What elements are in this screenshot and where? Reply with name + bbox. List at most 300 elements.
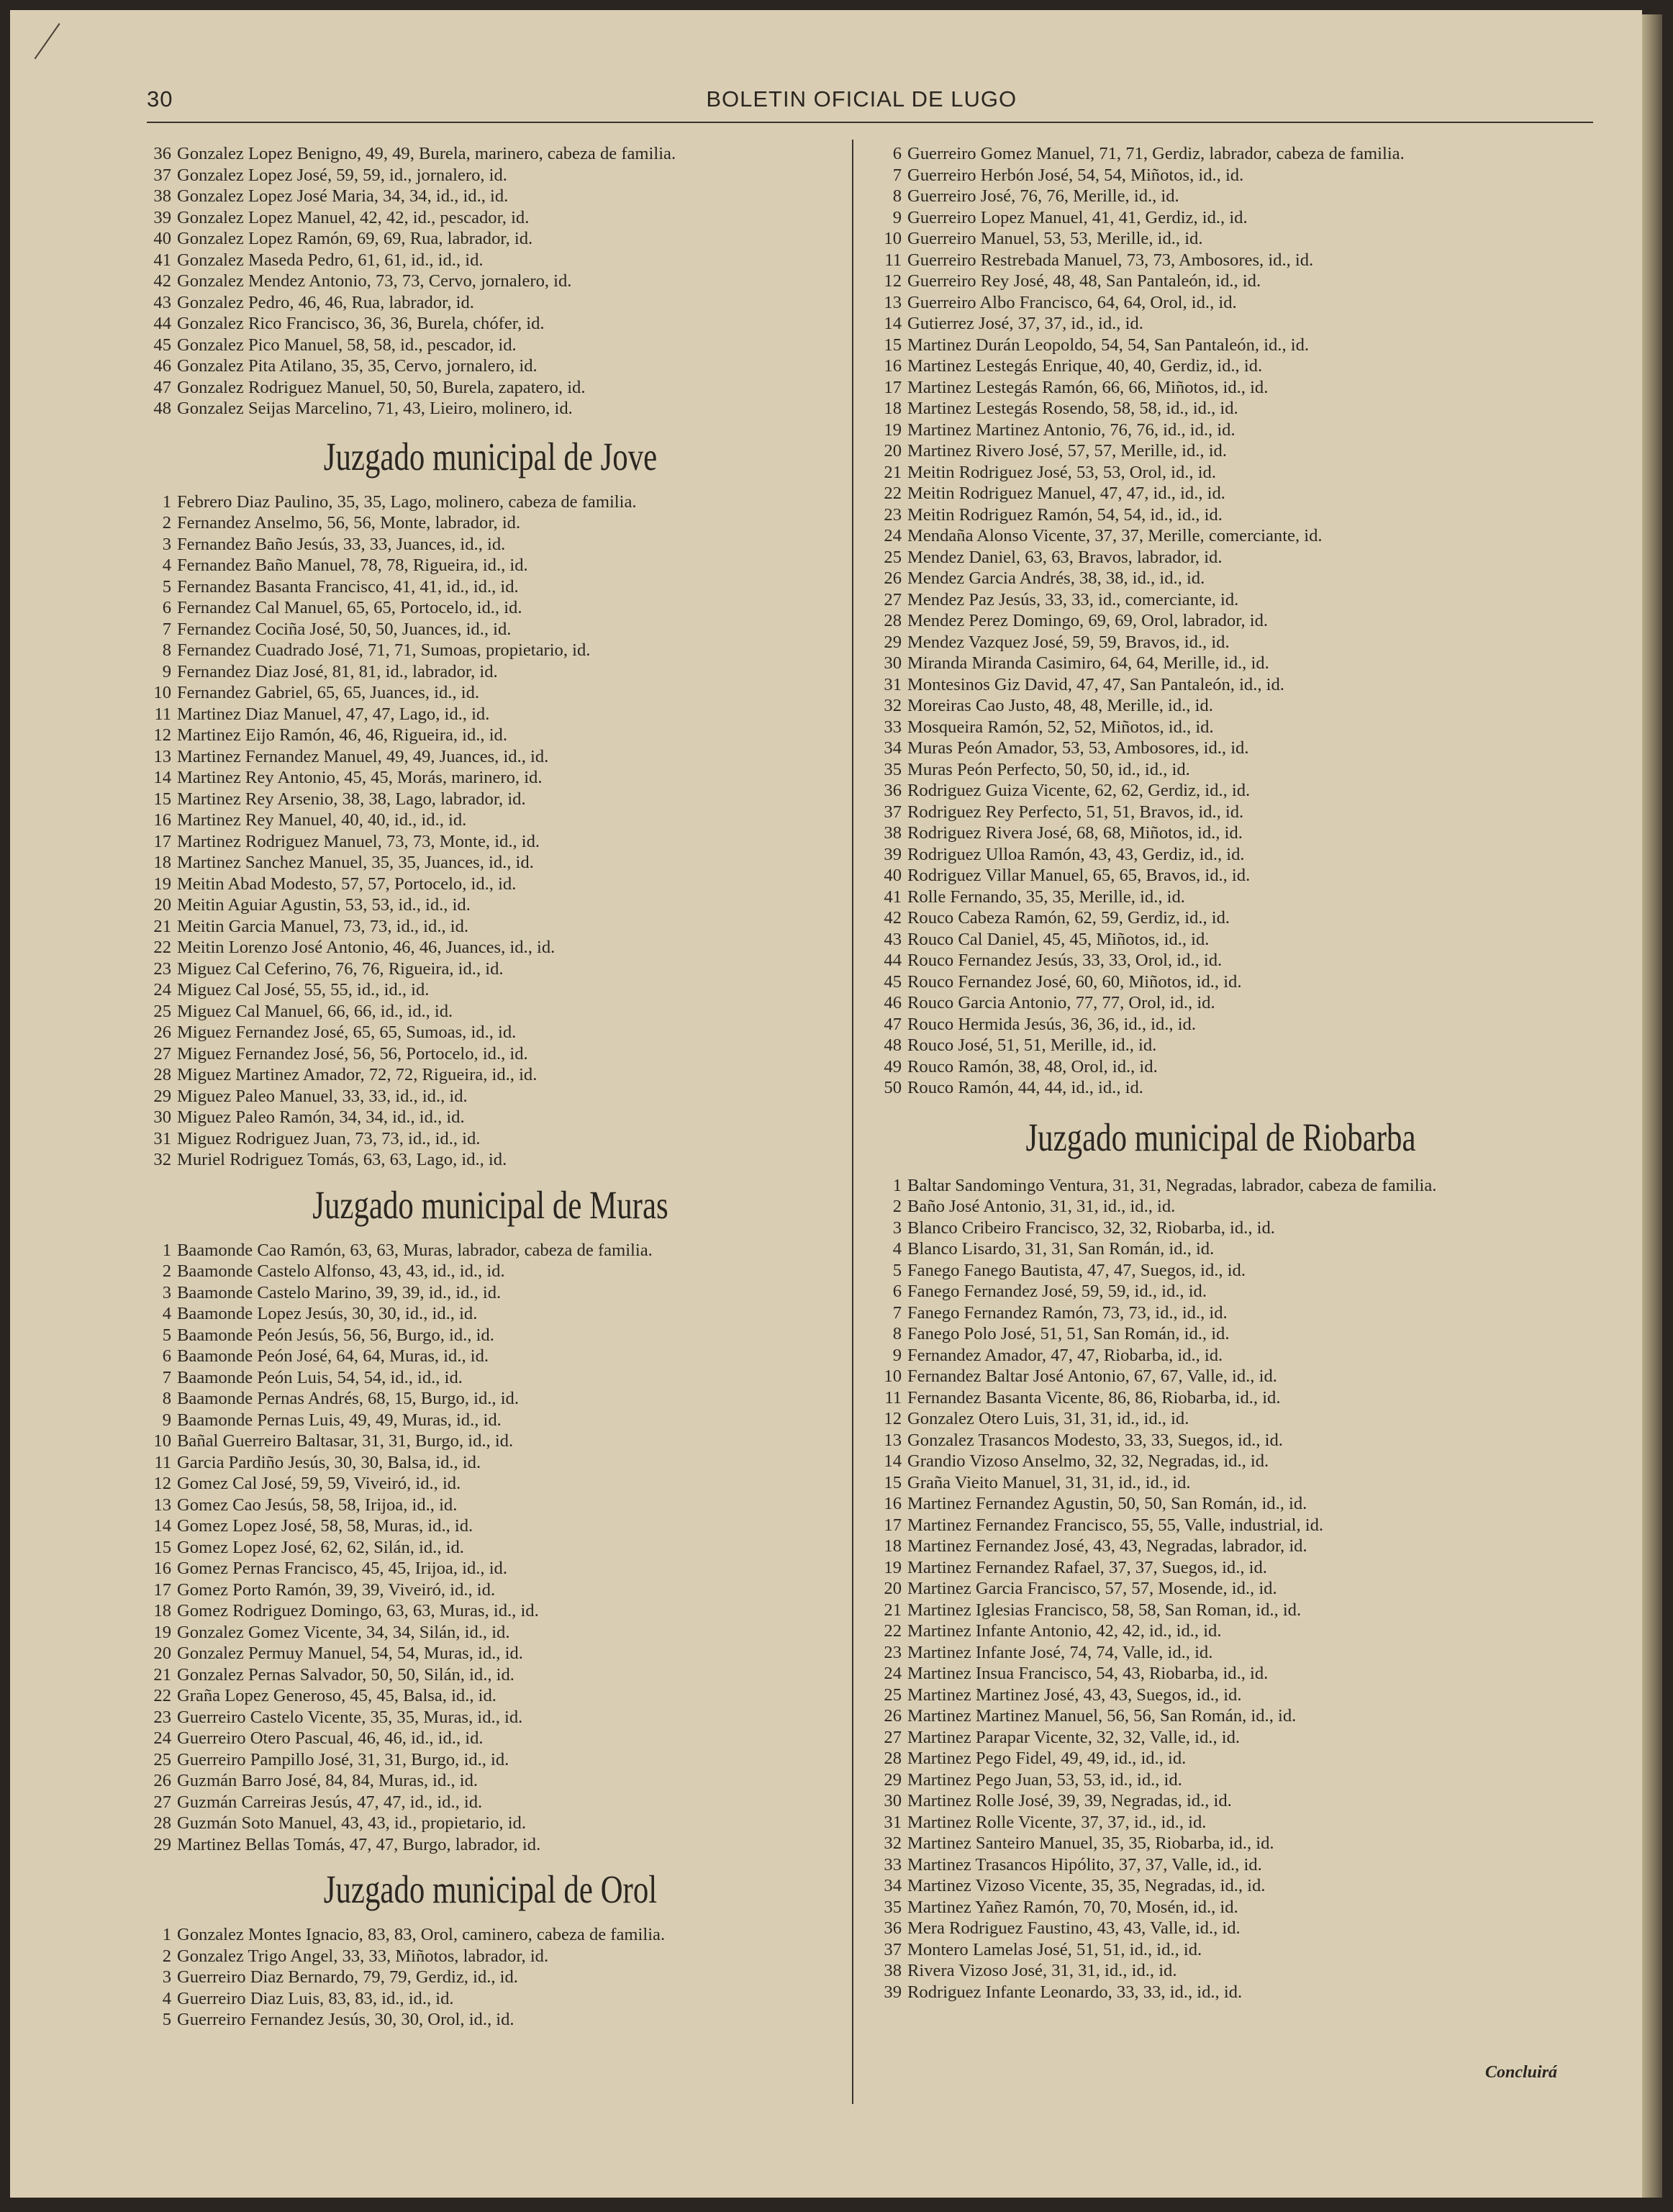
entry-text: Rouco Ramón, 44, 44, id., id., id. (907, 1078, 1143, 1097)
entry-text: Meitin Rodriguez José, 53, 53, Orol, id., id. (907, 462, 1216, 482)
entry-text: Rouco Ramón, 38, 48, Orol, id., id. (907, 1056, 1158, 1076)
entry-number: 26 (153, 1023, 171, 1042)
list-entry (147, 640, 834, 661)
list-entry (147, 165, 834, 186)
entry-text: Rodriguez Guiza Vicente, 62, 62, Gerdiz, id., id. (907, 781, 1251, 800)
entry-number: 46 (884, 993, 902, 1012)
list-entry (877, 1281, 1564, 1302)
list-entry (147, 355, 834, 377)
entry-text: Gonzalez Lopez Ramón, 69, 69, Rua, labrador, id. (177, 229, 533, 248)
entry-text: Fernandez Cal Manuel, 65, 65, Portocelo, id., id. (177, 598, 522, 617)
list-entry (147, 250, 834, 271)
list-entry (147, 1022, 834, 1043)
entry-text: Meitin Garcia Manuel, 73, 73, id., id., id. (177, 916, 469, 936)
entry-number: 39 (884, 1982, 902, 2002)
entry-number: 31 (884, 1812, 902, 1832)
entry-number: 10 (153, 1431, 171, 1451)
entry-text: Guerreiro Diaz Bernardo, 79, 79, Gerdiz, id., id. (177, 1967, 518, 1987)
entry-text: Fernandez Cociña José, 50, 50, Juances, id., id. (177, 619, 512, 639)
list-entry (147, 1924, 834, 1946)
entry-number: 16 (884, 1494, 902, 1513)
entry-text: Martinez Iglesias Francisco, 58, 58, San Roman, id., id. (907, 1600, 1302, 1620)
entry-text: Mera Rodriguez Faustino, 43, 43, Valle, id., id. (907, 1918, 1241, 1938)
entry-text: Rouco Fernandez Jesús, 33, 33, Orol, id., id. (907, 951, 1223, 970)
list-entry (877, 1387, 1564, 1409)
heading-jove: Juzgado municipal de Jove (323, 434, 658, 479)
list-entry (147, 491, 834, 513)
list-entry (147, 313, 834, 335)
entry-number: 28 (884, 1749, 902, 1768)
list-entry (147, 1410, 834, 1431)
list-entry (877, 525, 1564, 547)
list-entry (877, 1875, 1564, 1897)
page-edge-shadow (1642, 14, 1662, 2198)
list-entry (877, 440, 1564, 462)
entry-number: 11 (884, 250, 902, 270)
entry-number: 32 (884, 1833, 902, 1853)
entry-text: Baamonde Pernas Andrés, 68, 15, Burgo, id., id. (177, 1389, 519, 1408)
entry-number: 19 (153, 874, 171, 894)
entry-number: 16 (153, 1559, 171, 1578)
entry-number: 35 (884, 1897, 902, 1917)
list-entry (877, 1366, 1564, 1387)
entry-number: 36 (153, 144, 171, 163)
list-entry (147, 1749, 834, 1771)
entry-text: Mendez Perez Domingo, 69, 69, Orol, labrador, id. (907, 611, 1269, 630)
entry-text: Garcia Pardiño Jesús, 30, 30, Balsa, id., id. (177, 1452, 481, 1472)
entry-number: 17 (884, 377, 902, 397)
list-entry (877, 1493, 1564, 1515)
entry-number: 42 (153, 271, 171, 291)
entry-text: Meitin Rodriguez Ramón, 54, 54, id., id., id. (907, 504, 1223, 525)
entry-text: Blanco Cribeiro Francisco, 32, 32, Riobarba, id., id. (907, 1218, 1275, 1238)
entry-number: 12 (153, 1474, 171, 1493)
entry-number: 22 (153, 1686, 171, 1705)
entry-text: Gonzalez Gomez Vicente, 34, 34, Silán, id., id. (177, 1622, 510, 1642)
entry-number: 3 (162, 1967, 171, 1987)
entry-number: 3 (892, 1218, 902, 1238)
entry-number: 29 (153, 1086, 171, 1106)
entry-text: Martinez Infante José, 74, 74, Valle, id., id. (907, 1642, 1213, 1662)
list-entry (147, 1346, 834, 1367)
entry-number: 9 (162, 661, 171, 681)
entry-number: 38 (153, 186, 171, 206)
entry-number: 7 (162, 619, 171, 639)
list-entry (147, 377, 834, 399)
entry-text: Rodriguez Infante Leonardo, 33, 33, id., id., id. (907, 1982, 1243, 2002)
entry-number: 21 (153, 1664, 171, 1685)
entry-number: 19 (884, 420, 902, 440)
entry-number: 15 (884, 1472, 902, 1492)
entry-text: Rouco Cal Daniel, 45, 45, Miñotos, id., id. (907, 929, 1210, 949)
list-entry (147, 1988, 834, 2010)
entry-number: 39 (884, 844, 902, 864)
list-entry (877, 653, 1564, 674)
list-entry (147, 1282, 834, 1304)
entry-text: Martinez Lestegás Rosendo, 58, 58, id., id., id. (907, 399, 1238, 418)
entry-text: Guerreiro Manuel, 53, 53, Merille, id., id. (907, 229, 1203, 248)
list-entry (877, 1685, 1564, 1706)
list-entry (147, 1515, 834, 1537)
entry-number: 13 (884, 292, 902, 312)
list-entry (147, 661, 834, 683)
entry-text: Moreiras Cao Justo, 48, 48, Merille, id., id. (907, 696, 1213, 715)
entry-text: Gonzalez Lopez José Maria, 34, 34, id., id., id. (177, 186, 509, 206)
entry-number: 37 (884, 802, 902, 822)
entry-text: Muriel Rodriguez Tomás, 63, 63, Lago, id., id. (177, 1150, 507, 1169)
entry-text: Mendez Garcia Andrés, 38, 38, id., id., id. (907, 568, 1205, 588)
entry-text: Martinez Rodriguez Manuel, 73, 73, Monte, id., id. (177, 831, 540, 851)
entry-text: Meitin Lorenzo José Antonio, 46, 46, Juances, id., id. (177, 938, 556, 957)
list-entry (877, 377, 1564, 399)
entry-text: Rodriguez Villar Manuel, 65, 65, Bravos, id., id. (907, 866, 1251, 885)
list-entry (877, 462, 1564, 484)
list-entry (877, 780, 1564, 802)
entry-text: Martinez Rey Manuel, 40, 40, id., id., id. (177, 810, 467, 830)
list-entry (877, 1769, 1564, 1791)
list-entry (877, 1918, 1564, 1939)
entry-text: Guerreiro Lopez Manuel, 41, 41, Gerdiz, id., id. (907, 207, 1248, 227)
entry-number: 24 (884, 1664, 902, 1683)
entry-text: Gonzalez Pernas Salvador, 50, 50, Silán, id., id. (177, 1664, 514, 1685)
entry-text: Martinez Insua Francisco, 54, 43, Riobarba, id., id. (907, 1664, 1269, 1683)
list-entry (147, 271, 834, 292)
entry-text: Martinez Martinez Manuel, 56, 56, San Román, id., id. (907, 1706, 1297, 1726)
list-entry (147, 725, 834, 746)
entry-text: Muras Peón Amador, 53, 53, Ambosores, id., id. (907, 738, 1249, 758)
list-entry (147, 1813, 834, 1834)
entry-text: Rodriguez Ulloa Ramón, 43, 43, Gerdiz, id., id. (907, 844, 1245, 864)
entry-text: Gonzalez Trasancos Modesto, 33, 33, Suegos, id., id. (907, 1430, 1283, 1450)
list-entry (147, 1579, 834, 1601)
list-entry (147, 767, 834, 789)
entry-text: Martinez Rolle José, 39, 39, Negradas, id., id. (907, 1791, 1232, 1810)
entry-number: 2 (892, 1197, 902, 1216)
list-entry (877, 313, 1564, 335)
entry-number: 48 (153, 399, 171, 418)
entry-number: 26 (884, 568, 902, 588)
entry-text: Mendaña Alonso Vicente, 37, 37, Merille, comerciante, id. (907, 526, 1323, 545)
entry-text: Gonzalez Pedro, 46, 46, Rua, labrador, id. (177, 292, 474, 312)
entry-number: 29 (153, 1834, 171, 1854)
entry-number: 11 (884, 1387, 902, 1408)
entry-number: 14 (153, 1516, 171, 1536)
entry-number: 1 (892, 1175, 902, 1195)
header-rule (147, 122, 1593, 123)
list-entry (147, 1431, 834, 1452)
entry-number: 19 (153, 1622, 171, 1642)
entry-text: Fernandez Baño Jesús, 33, 33, Juances, id., id. (177, 534, 506, 554)
entry-number: 7 (892, 1302, 902, 1323)
entry-number: 3 (162, 534, 171, 554)
entry-number: 10 (884, 229, 902, 248)
entry-text: Martinez Durán Leopoldo, 54, 54, San Pantaleón, id., id. (907, 335, 1310, 355)
entry-text: Gonzalez Pita Atilano, 35, 35, Cervo, jornalero, id. (177, 356, 538, 376)
entry-text: Martinez Infante Antonio, 42, 42, id., id., id. (907, 1621, 1222, 1641)
entry-number: 9 (892, 1345, 902, 1365)
heading-orol: Juzgado municipal de Orol (323, 1867, 658, 1911)
list-entry (147, 1325, 834, 1346)
entry-number: 22 (153, 938, 171, 957)
list-entry (147, 831, 834, 853)
list-entry (877, 865, 1564, 887)
entry-text: Gonzalez Mendez Antonio, 73, 73, Cervo, jornalero, id. (177, 271, 572, 291)
entry-text: Guerreiro Diaz Luis, 83, 83, id., id., id. (177, 1988, 454, 2008)
entry-text: Muras Peón Perfecto, 50, 50, id., id., id. (907, 759, 1190, 779)
entry-number: 22 (884, 484, 902, 503)
entry-text: Martinez Rolle Vicente, 37, 37, id., id., id. (907, 1812, 1207, 1832)
list-entry (147, 1685, 834, 1707)
entry-number: 33 (884, 717, 902, 737)
entry-number: 24 (153, 1728, 171, 1748)
list-entry (877, 1897, 1564, 1918)
entry-number: 38 (884, 1961, 902, 1980)
list-entry (147, 1086, 834, 1107)
entry-number: 1 (162, 491, 171, 512)
entry-text: Martinez Rivero José, 57, 57, Merille, id., id. (907, 441, 1227, 461)
entry-number: 29 (884, 632, 902, 652)
entry-text: Martinez Santeiro Manuel, 35, 35, Riobarba, id., id. (907, 1833, 1274, 1853)
entry-text: Baamonde Pernas Luis, 49, 49, Muras, id., id. (177, 1410, 502, 1430)
list-entry (147, 1495, 834, 1516)
list-entry (877, 228, 1564, 250)
list-entry (877, 610, 1564, 632)
entry-number: 21 (153, 916, 171, 936)
entry-number: 38 (884, 823, 902, 843)
entry-number: 10 (884, 1366, 902, 1386)
entry-number: 6 (162, 598, 171, 617)
entry-number: 27 (153, 1792, 171, 1812)
entry-text: Mosqueira Ramón, 52, 52, Miñotos, id., id. (907, 717, 1214, 737)
list-entry (877, 398, 1564, 420)
list-entry (147, 1770, 834, 1792)
list-entry (147, 810, 834, 831)
entry-number: 17 (153, 1579, 171, 1600)
entry-text: Graña Vieito Manuel, 31, 31, id., id., id. (907, 1472, 1191, 1492)
list-entry (877, 1196, 1564, 1218)
entry-text: Gonzalez Permuy Manuel, 54, 54, Muras, id., id. (177, 1644, 523, 1663)
list-entry (877, 950, 1564, 971)
list-entry (877, 1663, 1564, 1685)
entry-number: 33 (884, 1854, 902, 1875)
entry-number: 23 (884, 1642, 902, 1662)
list-entry (877, 1960, 1564, 1982)
entry-text: Gomez Lopez José, 62, 62, Silán, id., id. (177, 1537, 464, 1557)
entry-text: Miguez Cal Ceferino, 76, 76, Rigueira, id., id. (177, 958, 504, 979)
list-entry (877, 271, 1564, 292)
list-entry (147, 1452, 834, 1474)
list-entry (877, 547, 1564, 568)
list-entry (147, 1303, 834, 1325)
entry-text: Martinez Fernandez José, 43, 43, Negradas, labrador, id. (907, 1536, 1307, 1556)
list-entry (147, 1043, 834, 1065)
entry-number: 39 (153, 207, 171, 227)
list-entry (877, 186, 1564, 207)
list-entry (147, 1967, 834, 1988)
entry-number: 35 (884, 759, 902, 779)
entry-number: 12 (884, 1409, 902, 1428)
list-entry (877, 1056, 1564, 1078)
list-entry (877, 674, 1564, 696)
column-divider (852, 140, 853, 2104)
entry-number: 17 (884, 1515, 902, 1535)
entry-text: Guzmán Barro José, 84, 84, Muras, id., id. (177, 1771, 479, 1790)
entry-text: Gonzalez Rico Francisco, 36, 36, Burela, chófer, id. (177, 314, 545, 333)
entry-number: 19 (884, 1557, 902, 1577)
list-entry (147, 894, 834, 916)
list-entry (147, 292, 834, 314)
list-entry (877, 1812, 1564, 1833)
entry-number: 20 (884, 1579, 902, 1598)
entry-number: 45 (153, 335, 171, 355)
entry-text: Rouco Hermida Jesús, 36, 36, id., id., id. (907, 1014, 1196, 1034)
entry-text: Martinez Pego Juan, 53, 53, id., id., id. (907, 1769, 1182, 1790)
entry-text: Guerreiro Albo Francisco, 64, 64, Orol, id., id. (907, 292, 1237, 312)
entry-number: 25 (884, 1685, 902, 1705)
entry-number: 24 (884, 526, 902, 545)
list-entry (877, 1705, 1564, 1727)
entry-number: 20 (884, 441, 902, 461)
entry-text: Fernandez Basanta Francisco, 41, 41, id., id., id. (177, 576, 519, 597)
entry-text: Meitin Rodriguez Manuel, 47, 47, id., id., id. (907, 484, 1225, 503)
entry-text: Mendez Paz Jesús, 33, 33, id., comerciante, id. (907, 589, 1239, 609)
entry-text: Montesinos Giz David, 47, 47, San Pantaleón, id., id. (907, 674, 1284, 694)
entry-number: 43 (153, 292, 171, 312)
list-entry (147, 1622, 834, 1644)
entry-number: 20 (153, 1644, 171, 1663)
list-entry (147, 186, 834, 207)
list-entry (877, 738, 1564, 759)
entry-number: 8 (162, 640, 171, 660)
entry-number: 4 (162, 556, 171, 575)
newspaper-page (10, 10, 1642, 2198)
list-entry (877, 802, 1564, 823)
list-entry (877, 971, 1564, 993)
list-entry (877, 1748, 1564, 1769)
heading-riobarba: Juzgado municipal de Riobarba (1025, 1115, 1416, 1159)
entry-number: 41 (884, 887, 902, 907)
entry-text: Guerreiro José, 76, 76, Merille, id., id. (907, 186, 1179, 206)
list-entry (877, 1451, 1564, 1472)
list-entry (147, 1473, 834, 1495)
list-entry (877, 1727, 1564, 1749)
entry-text: Fanego Polo José, 51, 51, San Román, id., id. (907, 1324, 1230, 1343)
entry-number: 24 (153, 980, 171, 1000)
list-entry (877, 1833, 1564, 1854)
entry-number: 27 (884, 589, 902, 609)
entry-text: Martinez Lestegás Ramón, 66, 66, Miñotos, id., id. (907, 377, 1269, 397)
heading-muras: Juzgado municipal de Muras (312, 1182, 668, 1227)
entry-number: 27 (884, 1727, 902, 1747)
entry-number: 43 (884, 929, 902, 949)
list-entry (147, 1728, 834, 1749)
list-entry (147, 1643, 834, 1664)
entry-text: Miguez Martinez Amador, 72, 72, Rigueira, id., id. (177, 1065, 538, 1084)
list-entry (877, 1238, 1564, 1260)
entry-text: Miguez Paleo Manuel, 33, 33, id., id., id. (177, 1086, 468, 1106)
entry-number: 28 (884, 611, 902, 630)
list-entry (877, 1430, 1564, 1451)
entry-number: 16 (153, 810, 171, 830)
entry-text: Baamonde Peón José, 64, 64, Muras, id., id. (177, 1346, 489, 1366)
entry-number: 30 (153, 1107, 171, 1127)
entry-text: Guzmán Carreiras Jesús, 47, 47, id., id., id. (177, 1792, 483, 1812)
section-jove (147, 491, 834, 1171)
entry-number: 36 (884, 781, 902, 800)
entry-number: 18 (884, 1536, 902, 1556)
entry-number: 23 (153, 958, 171, 979)
entry-text: Martinez Fernandez Rafael, 37, 37, Suegos, id., id. (907, 1557, 1267, 1577)
entry-text: Mendez Vazquez José, 59, 59, Bravos, id., id. (907, 632, 1230, 652)
entry-number: 27 (153, 1043, 171, 1064)
list-entry (877, 589, 1564, 611)
list-entry (147, 597, 834, 619)
entry-text: Rolle Fernando, 35, 35, Merille, id., id. (907, 887, 1185, 907)
entry-number: 7 (162, 1367, 171, 1387)
entry-text: Gonzalez Lopez Manuel, 42, 42, id., pescador, id. (177, 207, 530, 227)
entry-number: 40 (153, 229, 171, 248)
entry-number: 22 (884, 1621, 902, 1641)
entry-text: Fanego Fernandez Ramón, 73, 73, id., id., id. (907, 1302, 1228, 1323)
list-entry (877, 1515, 1564, 1536)
right-column (877, 143, 1564, 2003)
entry-text: Fernandez Baño Manuel, 78, 78, Rigueira, id., id. (177, 556, 528, 575)
list-entry (877, 143, 1564, 165)
list-entry (147, 1261, 834, 1282)
entry-text: Gonzalez Trigo Angel, 33, 33, Miñotos, labrador, id. (177, 1946, 549, 1966)
entry-number: 5 (162, 1325, 171, 1345)
page-number: 30 (147, 86, 173, 112)
list-entry (147, 1946, 834, 1967)
entry-number: 34 (884, 738, 902, 758)
entry-number: 23 (884, 504, 902, 525)
entry-number: 8 (162, 1389, 171, 1408)
entry-text: Gonzalez Rodriguez Manuel, 50, 50, Burela, zapatero, id. (177, 377, 586, 397)
entry-text: Martinez Fernandez Francisco, 55, 55, Valle, industrial, id. (907, 1515, 1324, 1535)
entry-text: Martinez Rey Arsenio, 38, 38, Lago, labrador, id. (177, 789, 526, 809)
entry-number: 20 (153, 895, 171, 915)
entry-number: 18 (153, 853, 171, 872)
entry-text: Gomez Cao Jesús, 58, 58, Irijoa, id., id. (177, 1495, 458, 1515)
entry-number: 6 (892, 1282, 902, 1301)
entry-number: 11 (154, 1452, 171, 1472)
entry-number: 4 (162, 1304, 171, 1323)
list-entry (877, 992, 1564, 1014)
entry-text: Baltar Sandomingo Ventura, 31, 31, Negradas, labrador, cabeza de familia. (907, 1175, 1437, 1195)
entry-number: 6 (162, 1346, 171, 1366)
entry-text: Montero Lamelas José, 51, 51, id., id., id. (907, 1939, 1202, 1959)
entry-text: Febrero Diaz Paulino, 35, 35, Lago, molinero, cabeza de familia. (177, 491, 637, 512)
list-entry (147, 512, 834, 534)
section-riobarba (877, 1175, 1564, 2003)
entry-text: Fernandez Gabriel, 65, 65, Juances, id., id. (177, 683, 480, 702)
entry-number: 31 (884, 674, 902, 694)
entry-text: Rouco José, 51, 51, Merille, id., id. (907, 1035, 1157, 1055)
continuation-note: Concluirá (1485, 2063, 1558, 2082)
entry-number: 36 (884, 1918, 902, 1938)
section-muras (147, 1240, 834, 1856)
section-continuation (147, 143, 834, 420)
list-entry (877, 355, 1564, 377)
section-orol (147, 1924, 834, 2031)
entry-number: 48 (884, 1035, 902, 1055)
entry-text: Gonzalez Montes Ignacio, 83, 83, Orol, caminero, cabeza de familia. (177, 1925, 666, 1944)
entry-text: Guerreiro Otero Pascual, 46, 46, id., id., id. (177, 1728, 484, 1748)
entry-text: Martinez Lestegás Enrique, 40, 40, Gerdiz, id., id. (907, 356, 1263, 376)
entry-number: 21 (884, 1600, 902, 1620)
list-entry (877, 844, 1564, 866)
entry-number: 14 (153, 768, 171, 787)
